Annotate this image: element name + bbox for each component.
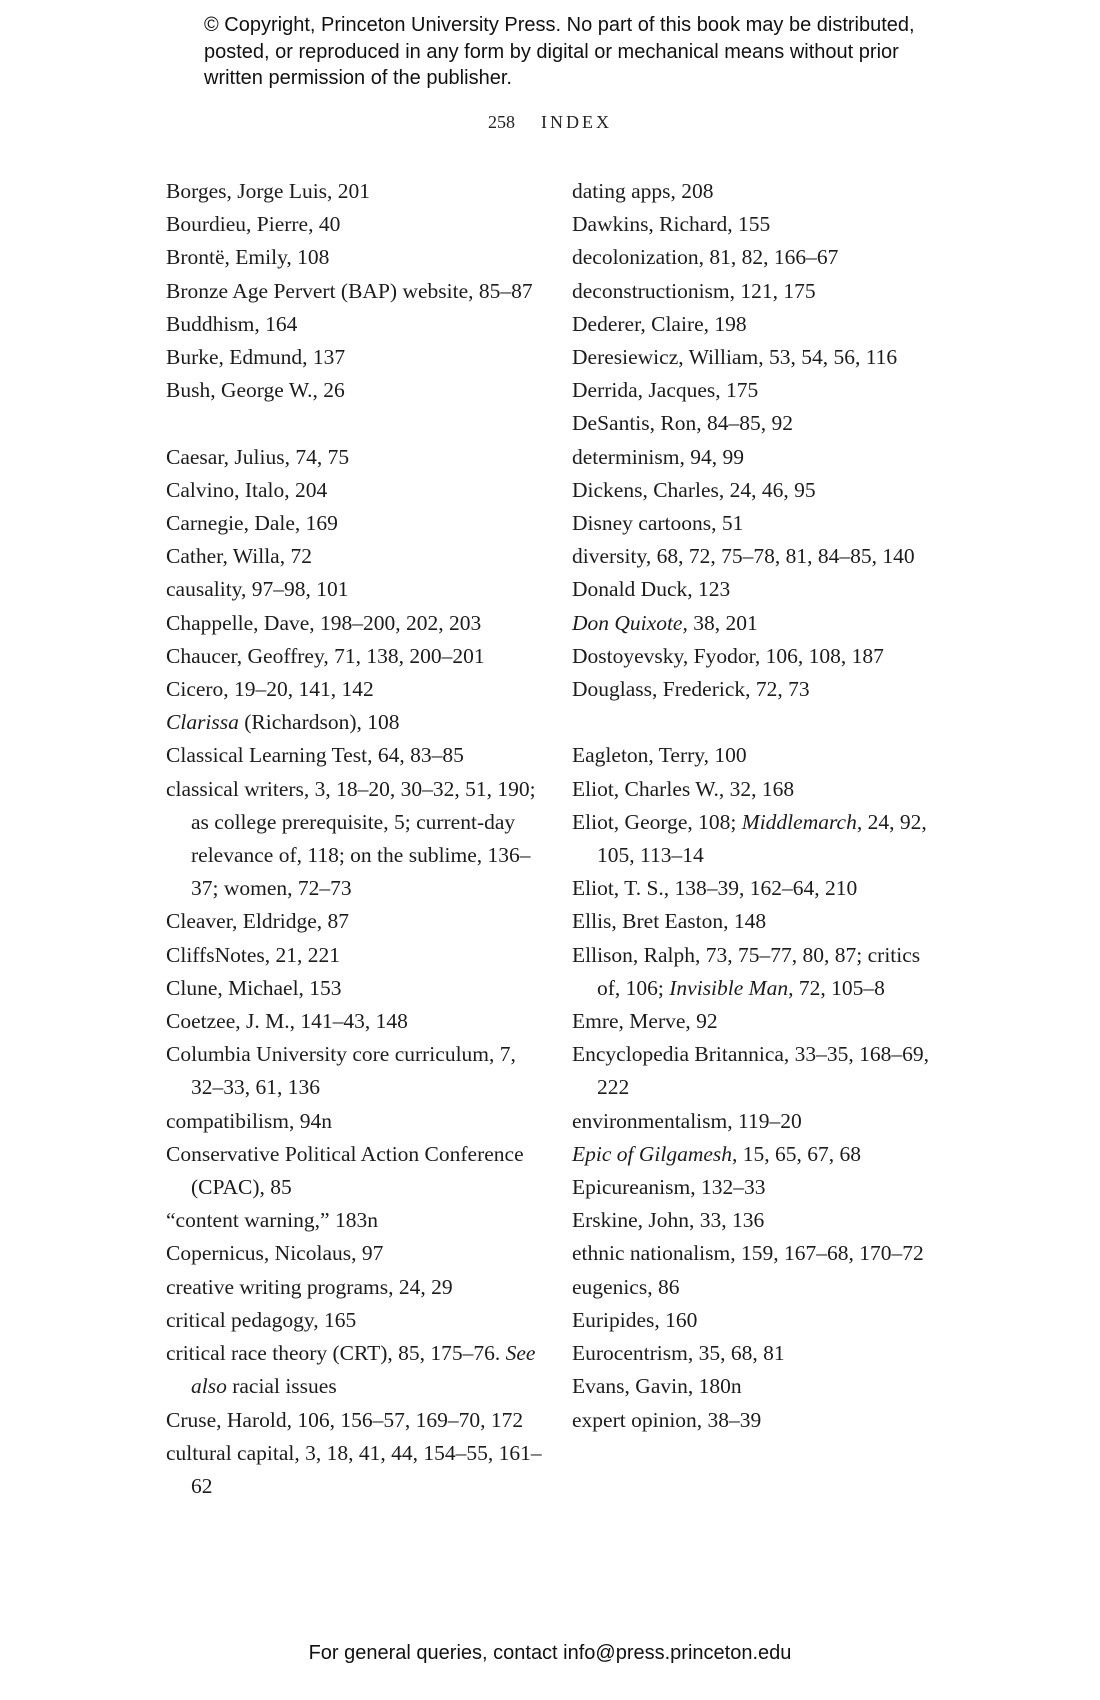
index-entry: Coetzee, J. M., 141–43, 148: [166, 1009, 408, 1034]
index-entry: Ellison, Ralph, 73, 75–77, 80, 87; critics of, 106; Invisible Man, 72, 105–8: [572, 942, 921, 1000]
index-entry: Classical Learning Test, 64, 83–85: [166, 743, 464, 768]
index-entry: Dawkins, Richard, 155: [572, 212, 771, 237]
index-entry: deconstructionism, 121, 175: [572, 278, 816, 303]
index-entry: Don Quixote, 38, 201: [572, 610, 758, 635]
index-entry: Chappelle, Dave, 198–200, 202, 203: [166, 610, 482, 635]
index-entry: Burke, Edmund, 137: [166, 345, 346, 370]
index-entry: Encyclopedia Britannica, 33–35, 168–69, 222: [572, 1042, 930, 1100]
index-entry: Bronze Age Pervert (BAP) website, 85–87: [166, 278, 533, 303]
index-entry: Epic of Gilgamesh, 15, 65, 67, 68: [572, 1141, 862, 1166]
index-entry: Eagleton, Terry, 100: [572, 743, 747, 768]
index-entry: Bourdieu, Pierre, 40: [166, 212, 341, 237]
index-entry: Caesar, Julius, 74, 75: [166, 444, 350, 469]
index-entry: eugenics, 86: [572, 1274, 680, 1299]
index-entry: Evans, Gavin, 180n: [572, 1374, 742, 1399]
index-entry: Cleaver, Eldridge, 87: [166, 909, 350, 934]
letter-group-gap: [166, 407, 546, 440]
index-entry: dating apps, 208: [572, 179, 714, 203]
index-entry: Erskine, John, 33, 136: [572, 1208, 765, 1233]
index-entry: Epicureanism, 132–33: [572, 1175, 766, 1200]
running-head-title: INDEX: [541, 112, 612, 132]
index-entry: classical writers, 3, 18–20, 30–32, 51, 190; as college prerequisite, 5; current-day relevance of, 118; on the sublime, 136–37; women, 72–73: [166, 776, 536, 901]
index-entry: Donald Duck, 123: [572, 577, 731, 602]
index-entry: Calvino, Italo, 204: [166, 477, 328, 502]
index-entry: cultural capital, 3, 18, 41, 44, 154–55, 161–62: [166, 1440, 542, 1498]
index-entry: Chaucer, Geoffrey, 71, 138, 200–201: [166, 643, 485, 668]
index-entry: Cruse, Harold, 106, 156–57, 169–70, 172: [166, 1407, 524, 1432]
index-entry: Eliot, Charles W., 32, 168: [572, 776, 795, 801]
index-column-right: [572, 175, 942, 1437]
index-entry: Douglass, Frederick, 72, 73: [572, 677, 810, 702]
page-number: 258: [488, 112, 515, 132]
index-entry: Emre, Merve, 92: [572, 1009, 718, 1034]
index-column-left: [166, 175, 546, 1503]
index-entry: Eliot, George, 108; Middlemarch, 24, 92, 105, 113–14: [572, 809, 927, 868]
index-entry: Derrida, Jacques, 175: [572, 378, 759, 403]
index-entry: Eliot, T. S., 138–39, 162–64, 210: [572, 876, 858, 901]
index-entry: Bush, George W., 26: [166, 378, 345, 403]
index-entry: Cather, Willa, 72: [166, 544, 312, 569]
index-entry: critical race theory (CRT), 85, 175–76. See also racial issues: [166, 1341, 536, 1399]
index-entry: Eurocentrism, 35, 68, 81: [572, 1341, 785, 1366]
index-entry: critical pedagogy, 165: [166, 1307, 357, 1332]
index-entry: Dostoyevsky, Fyodor, 106, 108, 187: [572, 643, 884, 668]
index-entry: Brontë, Emily, 108: [166, 245, 330, 270]
index-entry: Cicero, 19–20, 141, 142: [166, 677, 374, 702]
index-entry: diversity, 68, 72, 75–78, 81, 84–85, 140: [572, 544, 915, 569]
index-entry: CliffsNotes, 21, 221: [166, 942, 340, 967]
index-entry: Deresiewicz, William, 53, 54, 56, 116: [572, 345, 898, 370]
index-entry: Copernicus, Nicolaus, 97: [166, 1241, 384, 1266]
index-entry: Dederer, Claire, 198: [572, 311, 747, 336]
running-head: [0, 112, 1100, 133]
index-entry: “content warning,” 183n: [166, 1208, 378, 1233]
index-entry: Columbia University core curriculum, 7, 32–33, 61, 136: [166, 1042, 516, 1100]
index-entry: creative writing programs, 24, 29: [166, 1274, 453, 1299]
index-entry: Borges, Jorge Luis, 201: [166, 179, 371, 203]
index-entry: Conservative Political Action Conference (CPAC), 85: [166, 1141, 524, 1200]
index-entry: DeSantis, Ron, 84–85, 92: [572, 411, 793, 436]
copyright-notice: © Copyright, Princeton University Press. No part of this book may be distributed, posted, or reproduced in any form by digital or mechanical means without prior written permission of the publisher.: [204, 14, 915, 89]
footer-contact: For general queries, contact info@press.princeton.edu: [308, 1642, 792, 1664]
index-entry: Clune, Michael, 153: [166, 975, 342, 1000]
index-entry: compatibilism, 94n: [166, 1108, 333, 1133]
index-entry: Carnegie, Dale, 169: [166, 511, 338, 536]
index-entry: ethnic nationalism, 159, 167–68, 170–72: [572, 1241, 924, 1266]
index-entry: Disney cartoons, 51: [572, 511, 744, 536]
index-entry: causality, 97–98, 101: [166, 577, 349, 602]
index-entry: environmentalism, 119–20: [572, 1108, 802, 1133]
index-entry: Dickens, Charles, 24, 46, 95: [572, 477, 816, 502]
index-entry: Ellis, Bret Easton, 148: [572, 909, 767, 934]
index-entry: Euripides, 160: [572, 1307, 698, 1332]
index-entry: Clarissa (Richardson), 108: [166, 710, 400, 735]
index-entry: determinism, 94, 99: [572, 444, 744, 469]
letter-group-gap: [572, 706, 942, 739]
index-entry: Buddhism, 164: [166, 311, 298, 336]
index-entry: decolonization, 81, 82, 166–67: [572, 245, 839, 270]
index-entry: expert opinion, 38–39: [572, 1407, 762, 1432]
